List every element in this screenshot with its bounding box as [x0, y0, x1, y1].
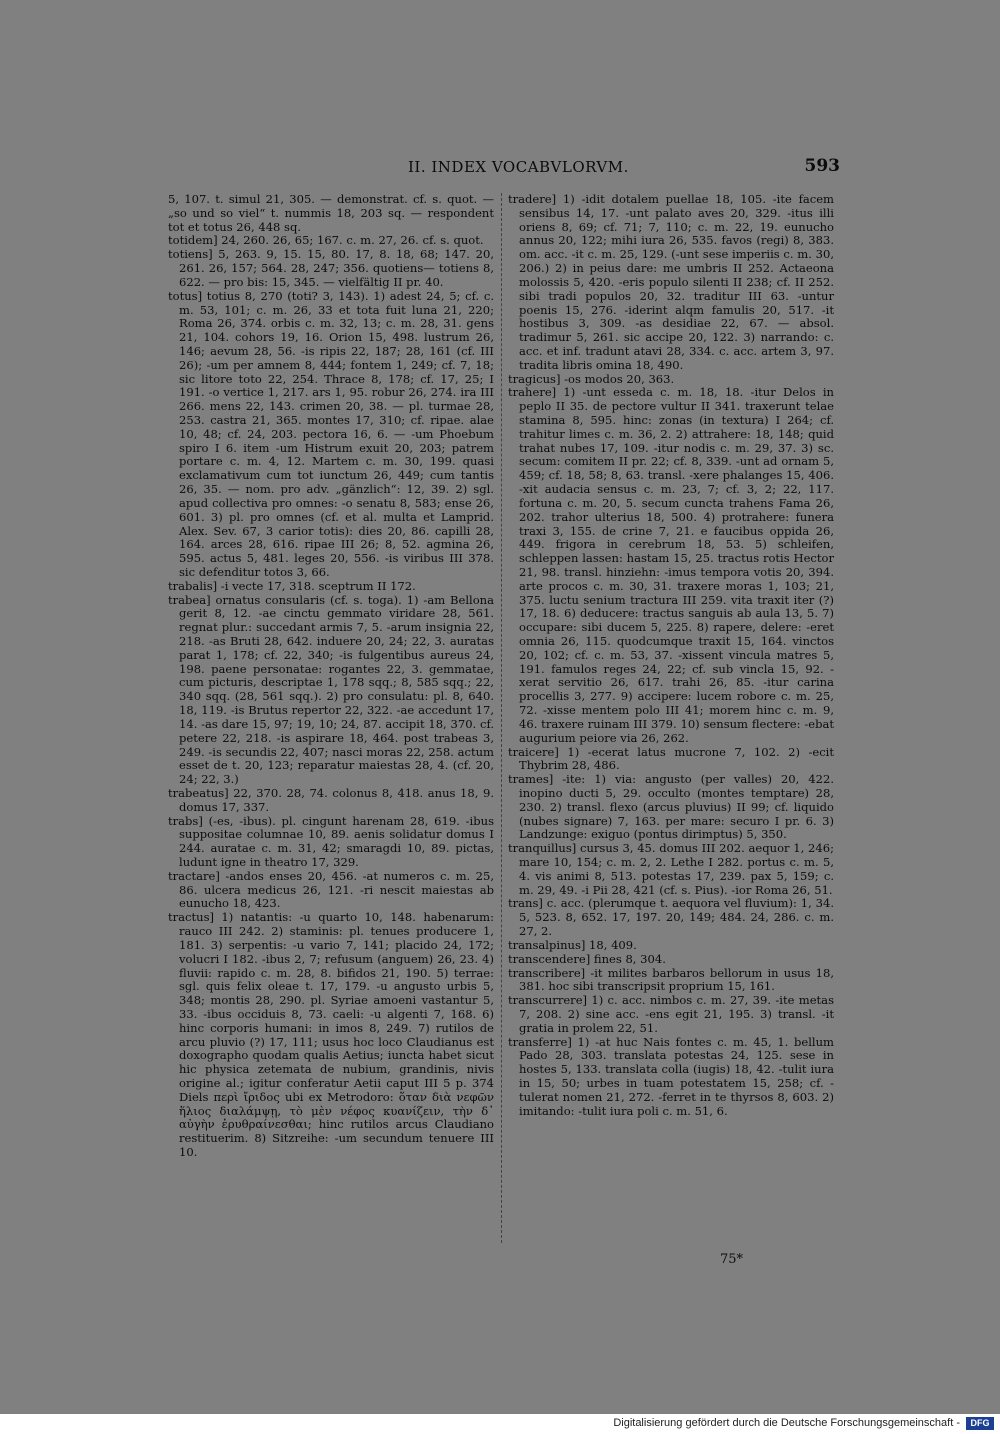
index-entry: trahere] 1) -unt esseda c. m. 18, 18. -itur Delos in peplo II 35. de pectore vultur II 341. traxerunt telae stamina 8, 595. hinc: zonas (in textura) I 264; cf. trahitur limes c. m. 36, 2. 2) attrahere: 18, 148; quid trahat nubes 17, 109. -itur nodis c. m. 29, 37. 3) sc. secum: comitem II pr. 22; cf. 8, 339. -unt ad ornam 5, 459; cf. 18, 58; 8, 63. transl. -xere phalanges 15, 406. -xit audacia sensus c. m. 23, 7; cf. 3, 2; 22, 117. fortuna c. m. 20, 5. secum cuncta trahens Fama 26, 202. trahor ulterius 18, 500. 4) protrahere: funera traxi 3, 155. de crine 7, 21. e faucibus oppida 26, 449. frigora in cerebrum 18, 53. 5) schleifen, schleppen lassen: hastam 15, 25. tractus rotis Hector 21, 98. transl. hinziehn: -imus tempora votis 20, 394. arte procos c. m. 30, 31. traxere moras 1, 103; 21, 375. luctu senium tractura III 259. vita traxit iter (?) 17, 18. 6) deducere: tractus sanguis ab aula 13, 5. 7) occupare: sibi ducem 5, 225. 8) rapere, delere: -eret omnia 26, 115. quodcumque traxit 15, 164. vinctos 20, 102; cf. c. m. 53, 37. -xissent vincula matres 5, 191. famulos reges 24, 22; cf. sub vincla 15, 92. -xerat servitio 26, 617. trahi 26, 85. -itur carina procellis 3, 277. 9) accipere: lucem robore c. m. 25, 72. -xisse mentem polo III 41; morem hinc c. m. 9, 46. traxere ruinam III 379. 10) sensum flectere: -ebat augurium peiore via 26, 262.: [508, 385, 834, 745]
index-entry: transferre] 1) -at huc Nais fontes c. m. 45, 1. bellum Pado 28, 303. translata potestas 24, 125. sese in hostes 5, 133. translata colla (iugis) 18, 42. -tulit iura in 15, 50; urbes in tuam potestatem 15, 258; cf. -tulerat nomen 21, 272. -ferret in te thyrsos 8, 603. 2) imitando: -tulit iura poli c. m. 51, 6.: [508, 1034, 834, 1118]
column-divider: [501, 193, 503, 1243]
index-entry: trabs] (-es, -ibus). pl. cingunt harenam 28, 619. -ibus suppositae columnae 10, 89. aenis solidatur domus I 244. auratae c. m. 31, 42; smaragdi 10, 89. pictas, ludunt igne in theatro 17, 329.: [168, 813, 494, 869]
index-entry: tractus] 1) natantis: -u quarto 10, 148. habenarum: rauco III 242. 2) staminis: pl. tenues producere 1, 181. 3) serpentis: -u vario 7, 141; placido 24, 172; volucri I 182. -ibus 2, 7; refusum (anguem) 26, 23. 4) fluvii: rapido c. m. 28, 8. bifidos 21, 190. 5) terrae: sgl. quis felix oleae t. 17, 179. -u angusto urbis 5, 348; montis 28, 290. pl. Syriae amoeni vastantur 5, 33. -ibus occiduis 8, 73. caeli: -u algenti 7, 168. 6) hinc corporis humani: in imos 8, 249. 7) rutilos de arcu pluvio (?) 17, 111; usus hoc loco Claudianus est doxographo quodam qualis Aetius; iuncta habet sicut hic physica zetemata de nubium, grandinis, nivis origine al.; igitur conferatur Aetii caput III 5 p. 374 Diels περὶ ἴριδος ubi ex Metrodoro: ὅταν διὰ νεφῶν ἥλιος διαλάμψῃ, τὸ μὲν νέφος κυανίζειν, τὴν δ᾽ αὐγὴν ἐρυθραίνεσθαι; hinc rutilos arcus Claudiano restituerim. 8) Sitzreihe: -um secundum tenuere III 10.: [168, 910, 494, 1160]
index-entry: transcendere] fines 8, 304.: [508, 951, 666, 966]
index-entry: tradere] 1) -idit dotalem puellae 18, 105. -ite facem sensibus 14, 17. -unt palato aves 20, 329. -itus illi oriens 8, 69; cf. 71; 7, 110; c. m. 22, 19. eunucho annus 20, 122; mihi iura 26, 535. favos (regi) 8, 383. om. acc. -it c. m. 25, 129. (-unt sese imperiis c. m. 30, 206.) 2) in peius dare: me umbris II 252. Actaeona molossis 5, 420. -eris populo silenti II 238; cf. II 252. sibi tradi populos 20, 32. traditur III 63. -untur poenis 15, 276. -iderint alqm famulis 20, 517. -it hostibus 3, 309. -as desidiae 22, 67. — absol. tradimur 5, 261. sic accipe 20, 122. 3) narrando: c. acc. et inf. tradunt atavi 28, 334. c. acc. artem 3, 97. tradita libris omina 18, 490.: [508, 192, 834, 372]
right-column: [508, 193, 834, 1118]
index-entry: trans] c. acc. (plerumque t. aequora vel fluvium): 1, 34. 5, 523. 8, 652. 17, 197. 20, 149; 484. 24, 286. c. m. 27, 2.: [508, 896, 834, 939]
footer-text: Digitalisierung gefördert durch die Deutsche Forschungsgemeinschaft -: [613, 1417, 960, 1429]
left-column: [168, 193, 494, 1160]
signature-mark: 75*: [720, 1252, 744, 1267]
index-entry: trabea] ornatus consularis (cf. s. toga). 1) -am Bellona gerit 8, 12. -ae cinctu gemmato viridare 28, 561. regnat plur.: succedant armis 7, 5. -arum insignia 22, 218. -as Bruti 28, 642. induere 20, 24; 22, 3. auratas parat 1, 178; cf. 22, 340; -is fulgentibus aureus 24, 198. paene personatae: rogantes 22, 3. gemmatae, cum picturis, descriptae 1, 178 sqq.; 8, 585 sqq.; 22, 340 sqq. (28, 561 sqq.). 2) pro consulatu: pl. 8, 640. 18, 119. -is Brutus repertor 22, 322. -ae accedunt 17, 14. -as dare 15, 97; 19, 10; 24, 87. accipit 18, 370. cf. petere 22, 218. -is aspirare 18, 464. post trabeas 3, 249. -is secundis 22, 407; nasci moras 22, 258. actum esset de t. 20, 123; reparatur maiestas 28, 4. (cf. 20, 24; 22, 3.): [168, 592, 494, 787]
index-entry: trabeatus] 22, 370. 28, 74. colonus 8, 418. anus 18, 9. domus 17, 337.: [168, 785, 494, 814]
index-entry: transalpinus] 18, 409.: [508, 937, 637, 952]
index-entry: totidem] 24, 260. 26, 65; 167. c. m. 27, 26. cf. s. quot.: [168, 233, 484, 248]
digitization-footer: [0, 1414, 1000, 1434]
index-entry: totus] totius 8, 270 (toti? 3, 143). 1) adest 24, 5; cf. c. m. 53, 101; c. m. 26, 33 et tota fuit luna 21, 220; Roma 26, 374. orbis c. m. 32, 13; c. m. 28, 31. gens 21, 104. cohors 19, 16. Orion 15, 498. lustrum 26, 146; aevum 28, 56. -is ripis 22, 187; 28, 161 (cf. III 26); -um per amnem 8, 444; fontem 1, 249; cf. 7, 18; sic litore toto 22, 254. Thrace 8, 178; cf. 17, 25; I 191. -o vertice 1, 217. ars 1, 95. robur 26, 274. ira III 266. mens 22, 143. crimen 20, 38. — pl. turmae 28, 253. castra 21, 365. montes 17, 310; cf. ripae. alae 10, 48; cf. 24, 203. pectora 16, 6. — -um Phoebum spiro I 6. item -um Histrum exuit 20, 203; patrem portare c. m. 4, 12. Martem c. m. 30, 199. quasi exclamativum cum tot iunctum 26, 449; cum tantis 26, 35. — nom. pro adv. „gänzlich“: 12, 39. 2) sgl. apud collectiva pro omnes: -o senatu 8, 583; ense 26, 601. 3) pl. pro omnes (cf. et al. multa et Lamprid. Alex. Sev. 67, 3 carior totis): dies 20, 86. capilli 28, 164. arces 28, 616. ripae III 26; 8, 52. agmina 26, 595. actus 5, 481. leges 20, 556. -is viribus III 378. sic defenditur totos 3, 66.: [168, 288, 494, 579]
page-header: [170, 158, 840, 180]
index-entry: tractare] -andos enses 20, 456. -at numeros c. m. 25, 86. ulcera medicus 26, 121. -ri nescit maiestas ab eunucho 18, 423.: [168, 868, 494, 911]
dfg-logo[interactable]: DFG: [966, 1417, 994, 1430]
index-entry: trames] -ite: 1) via: angusto (per valles) 20, 422. inopino ducti 5, 29. occulto (montes temptare) 28, 230. 2) transl. flexo (arcus pluvius) II 99; cf. liquido (nubes signare) 7, 163. per mare: securo I pr. 6. 3) Landzunge: exiguo (pontus dirimptus) 5, 350.: [508, 772, 834, 842]
index-entry: transcribere] -it milites barbaros bellorum in usus 18, 381. hoc sibi transcripsit proprium 15, 161.: [508, 965, 834, 994]
index-entry: 5, 107. t. simul 21, 305. — demonstrat. cf. s. quot. — „so und so viel“ t. nummis 18, 203 sq. — respondent tot et totus 26, 448 sq.: [168, 192, 494, 234]
index-entry: tranquillus] cursus 3, 45. domus III 202. aequor 1, 246; mare 10, 154; c. m. 2, 2. Lethe I 282. portus c. m. 5, 4. vis animi 8, 513. potestas 17, 239. pax 5, 159; c. m. 29, 49. -i Pii 28, 421 (cf. s. Pius). -ior Roma 26, 51.: [508, 841, 834, 897]
page-number: 593: [804, 156, 840, 176]
index-entry: totiens] 5, 263. 9, 15. 15, 80. 17, 8. 18, 68; 147. 20, 261. 26, 157; 564. 28, 247; 356. quotiens— totiens 8, 622. — pro bis: 15, 345. — vielfältig II pr. 40.: [168, 247, 494, 289]
index-entry: trabalis] -i vecte 17, 318. sceptrum II 172.: [168, 578, 416, 593]
index-entry: transcurrere] 1) c. acc. nimbos c. m. 27, 39. -ite metas 7, 208. 2) sine acc. -ens egit 21, 195. 3) transl. -it gratia in prolem 22, 51.: [508, 993, 834, 1035]
index-entry: tragicus] -os modos 20, 363.: [508, 371, 675, 386]
index-entry: traicere] 1) -ecerat latus mucrone 7, 102. 2) -ecit Thybrim 28, 486.: [508, 744, 834, 773]
running-title: II. INDEX VOCABVLORVM.: [408, 158, 629, 176]
